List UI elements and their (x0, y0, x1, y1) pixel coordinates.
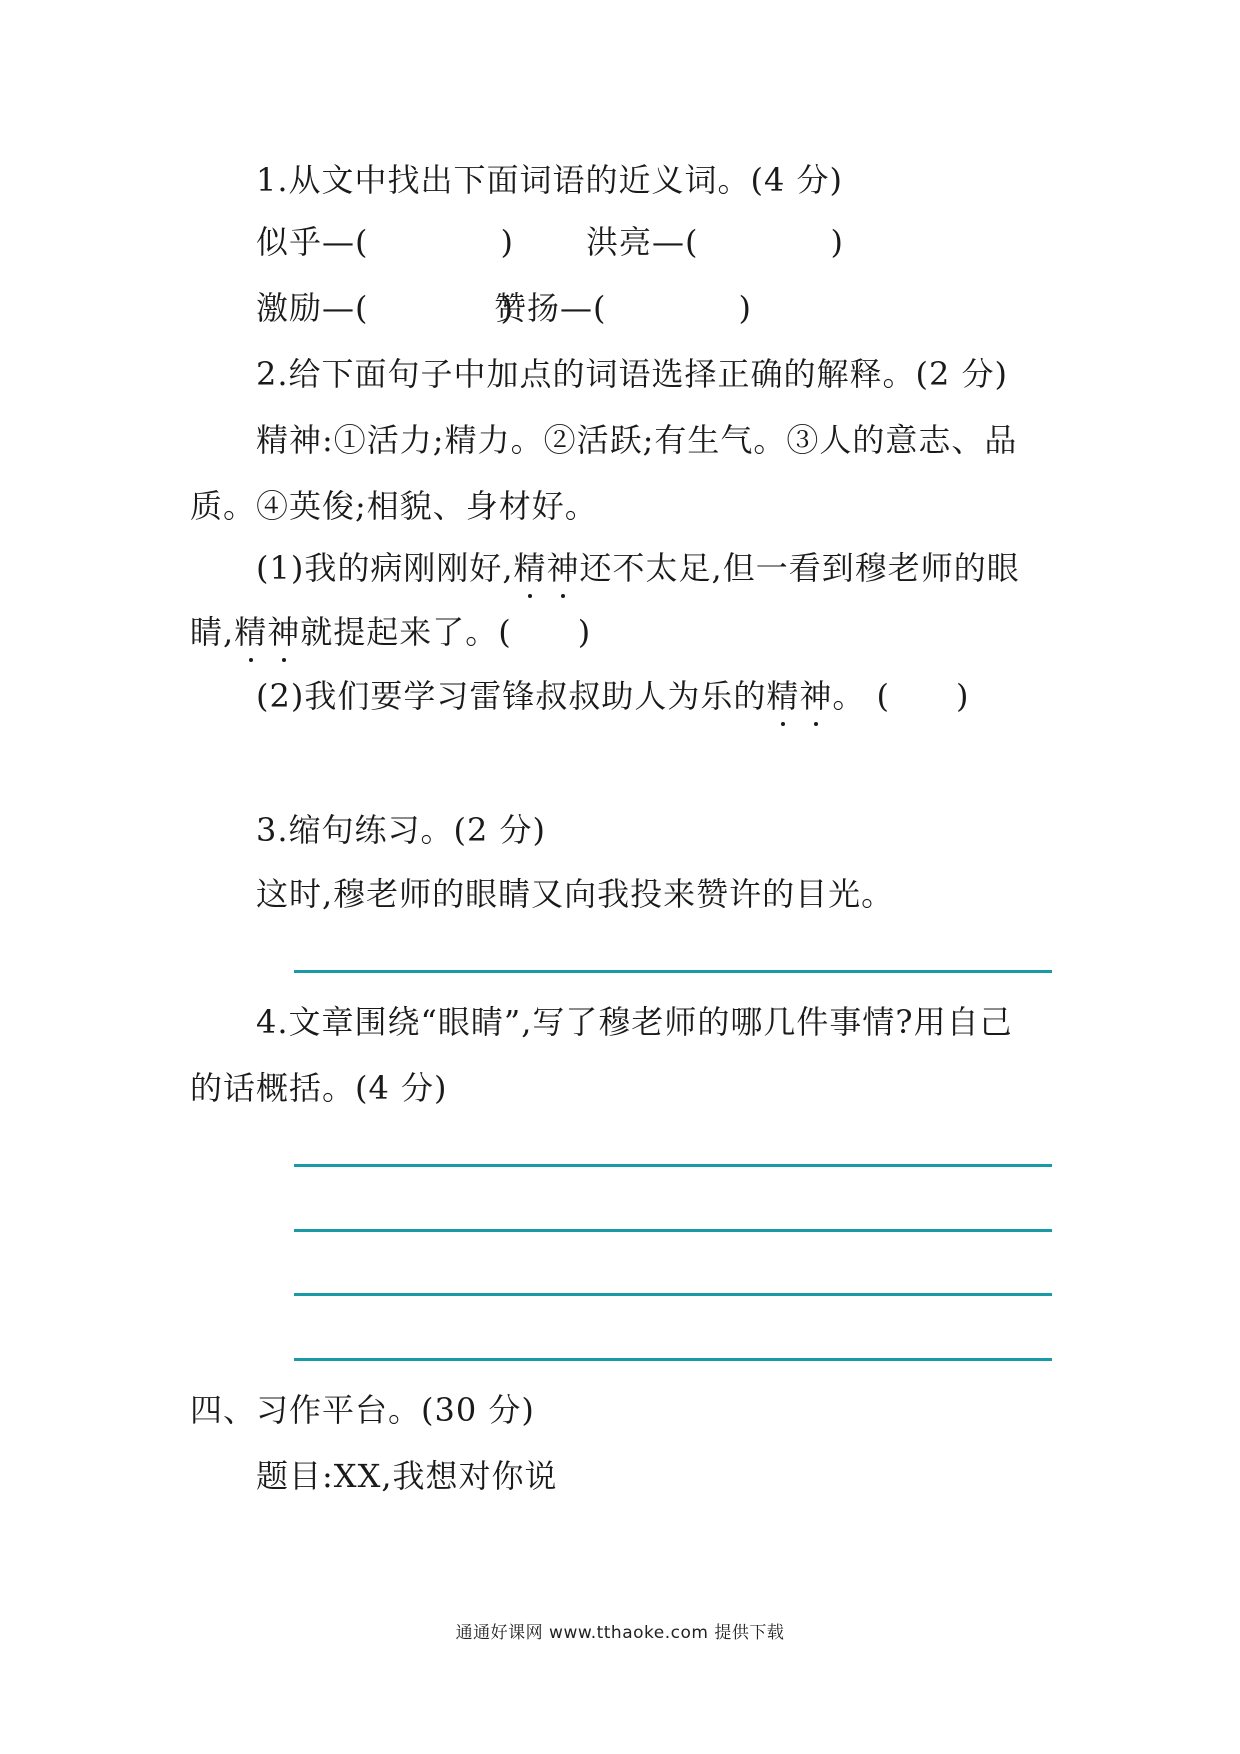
q2-sentence2 (256, 676, 970, 716)
q2-sentence1-line2 (190, 612, 591, 652)
dotted-char-shen: 神 (799, 677, 833, 715)
q2-s1-line2-suffix[interactable]: 就提起来了。( ) (300, 613, 592, 651)
q4-answer-line-4[interactable] (294, 1358, 1052, 1361)
q1-title: 1.从文中找出下面词语的近义词。(4 分) (256, 161, 844, 199)
q1-blank-zanyang[interactable]: 赞扬—( ) (494, 289, 752, 327)
dotted-char-jing: 精 (234, 613, 268, 651)
q2-title: 2.给下面句子中加点的词语选择正确的解释。(2 分) (256, 355, 1009, 393)
q4-title-line1: 4.文章围绕“眼睛”,写了穆老师的哪几件事情?用自己 (256, 1003, 1013, 1041)
q4-title-line2: 的话概括。(4 分) (190, 1069, 448, 1107)
q2-s1-line2-prefix: 睛, (190, 613, 235, 651)
dotted-char-shen: 神 (267, 613, 301, 651)
q2-s2-prefix: (2)我们要学习雷锋叔叔助人为乐的 (256, 677, 767, 715)
section4-heading: 四、习作平台。(30 分) (190, 1391, 535, 1429)
dotted-char-jing: 精 (513, 549, 547, 587)
q4-answer-line-2[interactable] (294, 1229, 1052, 1232)
q1-blank-sihu[interactable]: 似乎—( ) (256, 223, 514, 261)
q1-blank-jili[interactable]: 激励—( ) (256, 289, 514, 327)
q3-answer-line[interactable] (294, 970, 1052, 973)
footer-watermark: 通通好课网 www.tthaoke.com 提供下载 (455, 1623, 785, 1643)
q1-blank-hongliang[interactable]: 洪亮—( ) (586, 223, 844, 261)
dotted-char-shen: 神 (546, 549, 580, 587)
q4-answer-line-1[interactable] (294, 1164, 1052, 1167)
q3-title: 3.缩句练习。(2 分) (256, 811, 547, 849)
q3-sentence: 这时,穆老师的眼睛又向我投来赞许的目光。 (256, 875, 895, 913)
q2-s1-middle: 还不太足,但一看到穆老师的眼 (579, 549, 1020, 587)
section4-topic: 题目:XX,我想对你说 (256, 1457, 558, 1495)
dotted-char-jing: 精 (766, 677, 800, 715)
q2-definition-line1: 精神:①活力;精力。②活跃;有生气。③人的意志、品 (256, 421, 1018, 459)
q2-definition-line2: 质。④英俊;相貌、身材好。 (190, 487, 598, 525)
q2-s2-suffix[interactable]: 。 ( ) (832, 677, 970, 715)
q2-s1-prefix: (1)我的病刚刚好, (256, 549, 514, 587)
q4-answer-line-3[interactable] (294, 1293, 1052, 1296)
q2-sentence1-line1 (256, 548, 1020, 588)
